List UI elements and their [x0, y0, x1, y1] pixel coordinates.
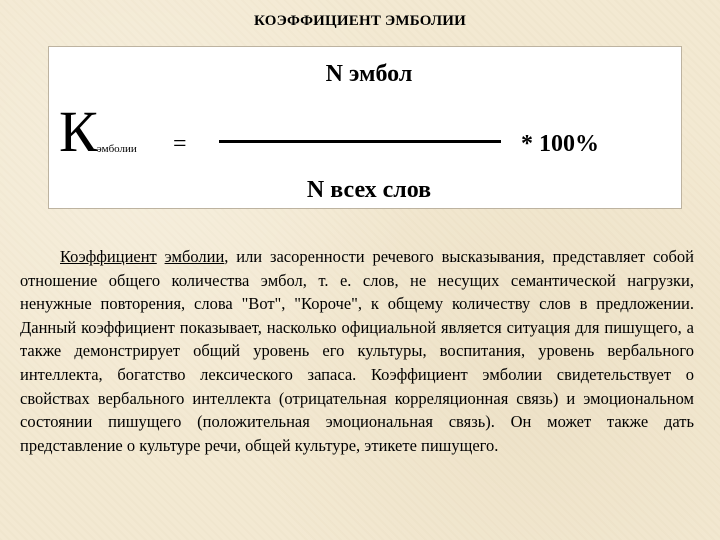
- description-paragraph: [20, 245, 694, 457]
- formula-symbol: К: [59, 99, 98, 164]
- formula-multiplier: * 100%: [521, 131, 599, 157]
- formula-box: [48, 46, 682, 209]
- formula-numerator: N эмбол: [325, 61, 413, 87]
- formula-denominator: N всех слов: [306, 177, 432, 203]
- description-text: , или засоренности речевого высказывания, представляет собой отношение общего количества эмбол, т. е. слов, не несущих семантической нагрузки, ненужные повторения, слова "Вот", "Короче", к общему количеству слов в предложении. Данный коэффициент показывает, насколько официальной является ситуация для пишущего, а также демонстрирует общий уровень его культуры, воспитания, уровень вербального интеллекта, богатство лексического запаса. Коэффициент эмболии свидетельствует о свойствах вербального интеллекта (отрицательная корреляционная связь) и эмоциональном состоянии пишущего (положительная эмоциональная связь). Он может также дать представление о культуре речи, общей культуре, этикете пишущего.: [20, 247, 695, 455]
- slide-title: КОЭФФИЦИЕНТ ЭМБОЛИИ: [254, 13, 466, 29]
- term-word-2: эмболии: [164, 247, 225, 266]
- term-word-1: Коэффициент: [60, 247, 157, 266]
- fraction-line: [219, 140, 501, 143]
- formula-subscript: эмболии: [97, 143, 137, 155]
- formula-equals-sign: =: [173, 131, 187, 157]
